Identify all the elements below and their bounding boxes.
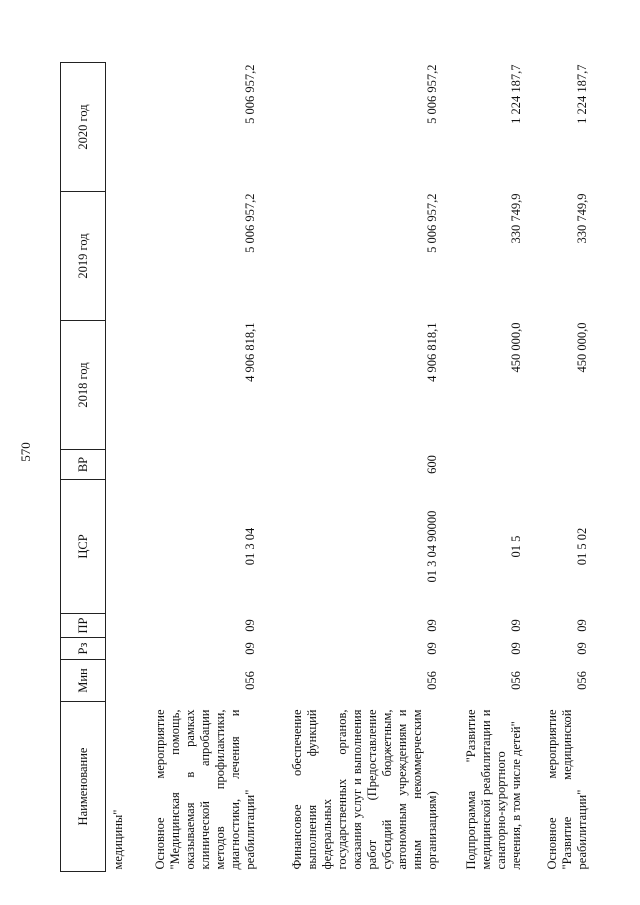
row-pr: 09 <box>242 619 257 632</box>
row-name: Основное мероприятие "Медицинская помощь, оказываемая в рамках клинической апробации методов профилактики, диагностики, лечения и реабилитации" <box>152 709 257 870</box>
table-row <box>526 63 592 872</box>
row-2019: 5 006 957,2 <box>424 193 439 253</box>
row-min: 056 <box>424 671 439 690</box>
row-name: Основное мероприятие "Развитие медицинской реабилитации" <box>544 709 589 870</box>
row-2018: 4 906 818,1 <box>242 322 257 382</box>
header-min: Мин <box>61 660 106 702</box>
page-number: 570 <box>18 442 33 462</box>
row-2019: 330 749,9 <box>508 193 523 244</box>
row-2018: 450 000,0 <box>508 322 523 373</box>
row-min <box>106 660 128 702</box>
row-2018 <box>106 321 128 450</box>
row-vr: 600 <box>424 455 439 474</box>
header-csr: ЦСР <box>61 480 106 614</box>
row-rz <box>106 638 128 660</box>
row-vr <box>106 450 128 480</box>
row-csr <box>106 480 128 614</box>
row-vr <box>128 450 260 480</box>
header-2019: 2019 год <box>61 192 106 321</box>
row-min: 056 <box>574 671 589 690</box>
table-header-row <box>61 63 106 872</box>
row-name: Финансовое обеспечение выполнения функций федеральных государственных органов, оказания услуг и выполнения работ (Предоставление субсидий бюджетным, автономным учреждениям и иным некоммерческим организациям) <box>289 709 439 870</box>
table-row <box>442 63 526 872</box>
row-2020: 5 006 957,2 <box>242 64 257 124</box>
row-2020: 5 006 957,2 <box>424 64 439 124</box>
row-csr: 01 3 04 <box>242 527 257 566</box>
row-rz: 09 <box>424 642 439 655</box>
budget-table <box>60 62 592 872</box>
row-csr: 01 5 <box>508 535 523 558</box>
table-row <box>106 63 128 872</box>
header-rz: Рз <box>61 638 106 660</box>
row-pr <box>106 614 128 638</box>
row-name: медицины" <box>110 809 125 870</box>
row-pr: 09 <box>574 619 589 632</box>
row-csr: 01 5 02 <box>574 527 589 566</box>
row-pr: 09 <box>508 619 523 632</box>
row-2020: 1 224 187,7 <box>508 64 523 124</box>
header-2020: 2020 год <box>61 63 106 192</box>
row-csr: 01 3 04 90000 <box>424 510 439 583</box>
row-2020: 1 224 187,7 <box>574 64 589 124</box>
row-2018: 4 906 818,1 <box>424 322 439 382</box>
row-rz: 09 <box>574 642 589 655</box>
row-2018: 450 000,0 <box>574 322 589 373</box>
row-rz: 09 <box>242 642 257 655</box>
row-2019 <box>106 192 128 321</box>
row-2019: 5 006 957,2 <box>242 193 257 253</box>
header-2018: 2018 год <box>61 321 106 450</box>
row-2019: 330 749,9 <box>574 193 589 244</box>
header-name: Наименование <box>61 702 106 872</box>
row-vr <box>526 450 592 480</box>
row-name: Подпрограмма "Развитие медицинской реабилитации и санаторно-курортного лечения, в том числе детей" <box>463 709 523 870</box>
header-pr: ПР <box>61 614 106 638</box>
row-min: 056 <box>242 671 257 690</box>
row-rz: 09 <box>508 642 523 655</box>
row-pr: 09 <box>424 619 439 632</box>
table-row <box>260 63 442 872</box>
row-vr <box>442 450 526 480</box>
row-2020 <box>106 63 128 192</box>
table-row <box>128 63 260 872</box>
row-min: 056 <box>508 671 523 690</box>
rotated-page <box>60 62 598 872</box>
header-vr: ВР <box>61 450 106 480</box>
